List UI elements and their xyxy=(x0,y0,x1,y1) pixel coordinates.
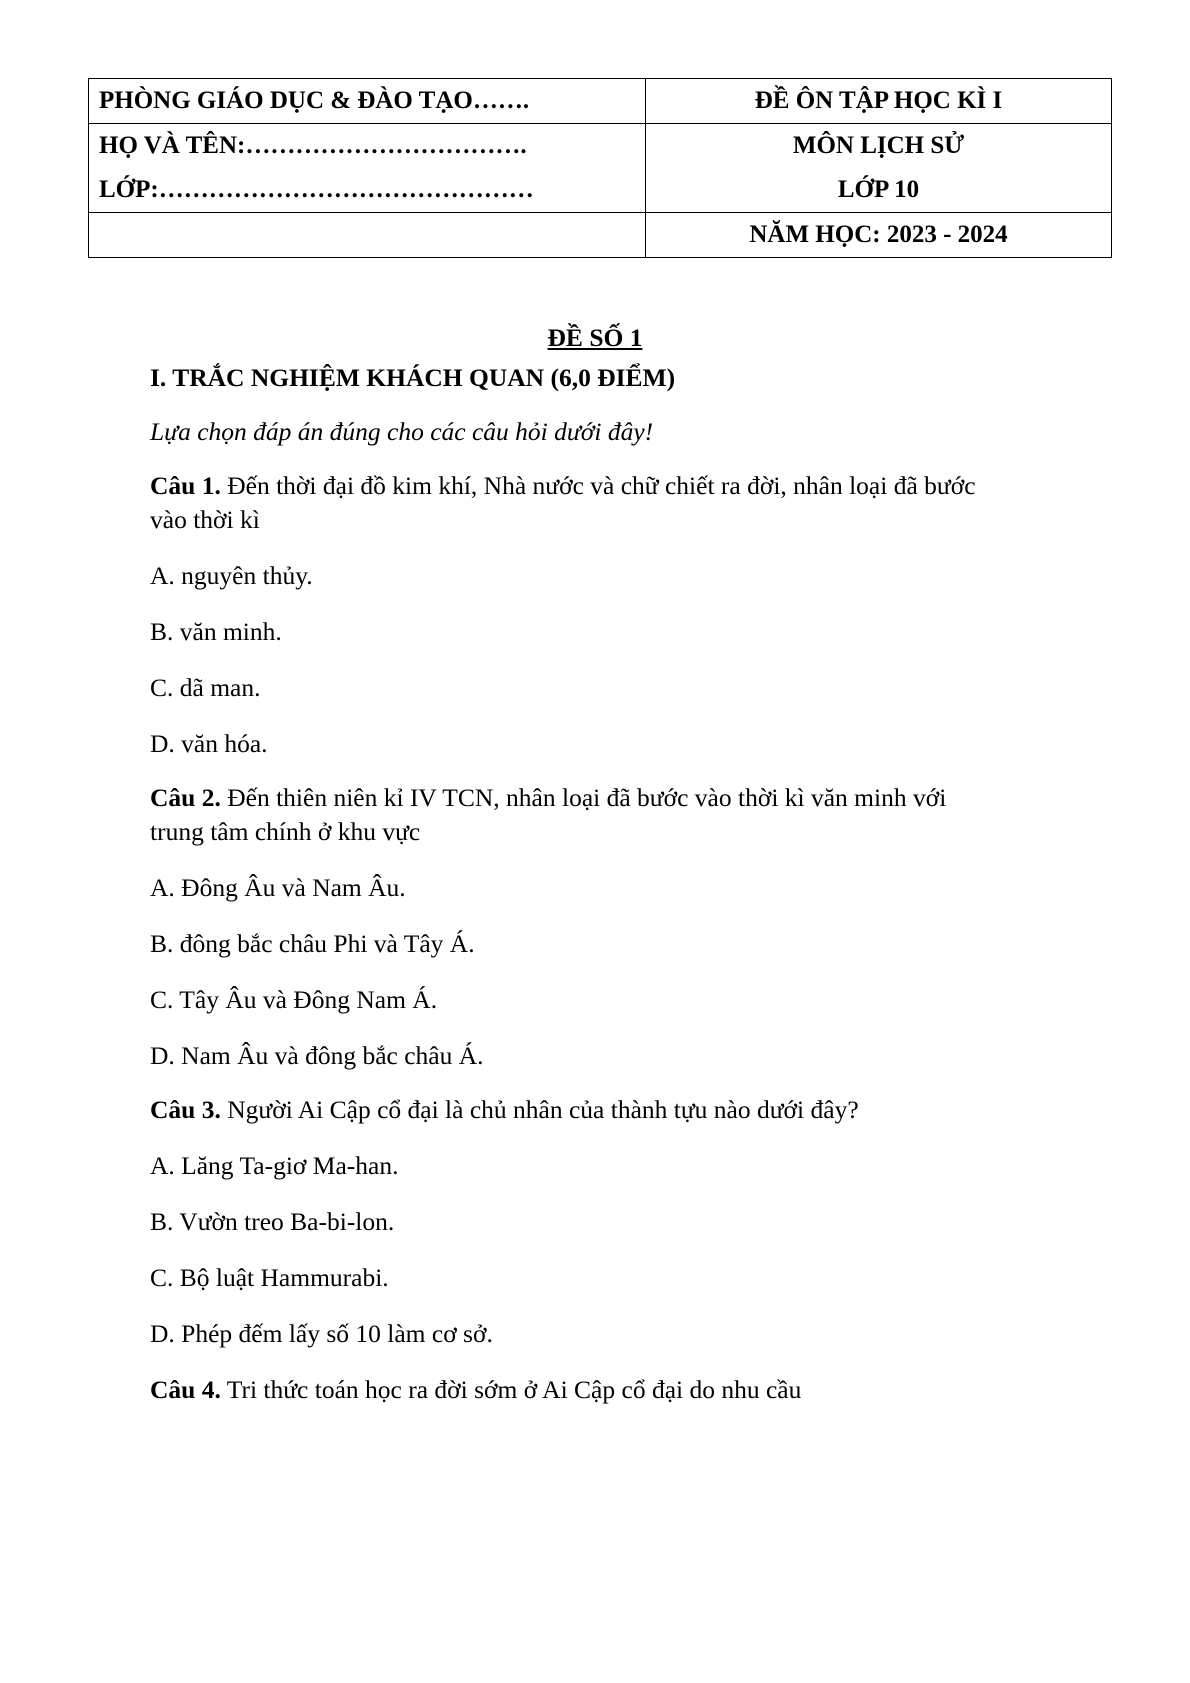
section-title: I. TRẮC NGHIỆM KHÁCH QUAN (6,0 ĐIỂM) xyxy=(150,363,676,392)
option: A. Đông Âu và Nam Âu. xyxy=(150,873,406,902)
grade-label: LỚP 10 xyxy=(837,176,920,203)
class-label: LỚP:……………………………………… xyxy=(99,176,534,203)
option: A. Lăng Ta-giơ Ma-han. xyxy=(150,1151,399,1180)
option: D. Phép đếm lấy số 10 làm cơ sở. xyxy=(150,1319,493,1348)
exam-title-cell: ĐỀ ÔN TẬP HỌC KÌ I xyxy=(646,79,1112,124)
school-year-cell: NĂM HỌC: 2023 - 2024 xyxy=(646,213,1112,258)
instruction: Lựa chọn đáp án đúng cho các câu hỏi dưới đây! xyxy=(150,417,654,446)
option: D. Nam Âu và đông bắc châu Á. xyxy=(150,1041,484,1070)
exam-header-table xyxy=(88,78,1112,258)
question-1 xyxy=(150,468,1070,504)
empty-cell xyxy=(89,213,646,258)
question-1-continued: vào thời kì xyxy=(150,505,260,534)
option: C. Tây Âu và Đông Nam Á. xyxy=(150,985,438,1014)
option: B. đông bắc châu Phi và Tây Á. xyxy=(150,929,475,958)
question-label: Câu 3. xyxy=(150,1095,221,1124)
question-label: Câu 4. xyxy=(150,1375,221,1404)
question-2 xyxy=(150,780,1070,816)
question-text: Người Ai Cập cổ đại là chủ nhân của thành tựu nào dưới đây? xyxy=(220,1095,859,1124)
question-text: Đến thiên niên kỉ IV TCN, nhân loại đã bước vào thời kì văn minh với xyxy=(220,783,947,812)
question-3 xyxy=(150,1092,1070,1128)
question-2-continued: trung tâm chính ở khu vực xyxy=(150,817,421,846)
option: C. Bộ luật Hammurabi. xyxy=(150,1263,389,1292)
option: D. văn hóa. xyxy=(150,729,268,758)
name-label: HỌ VÀ TÊN:……………………………. xyxy=(99,132,527,159)
subject-info-cell xyxy=(646,124,1112,213)
question-4 xyxy=(150,1372,1070,1408)
option: C. dã man. xyxy=(150,673,261,702)
question-text: Đến thời đại đồ kim khí, Nhà nước và chữ chiết ra đời, nhân loại đã bước xyxy=(220,471,976,500)
option: B. Vườn treo Ba-bi-lon. xyxy=(150,1207,395,1236)
subject-label: MÔN LỊCH SỬ xyxy=(792,132,965,159)
student-info-cell xyxy=(89,124,646,213)
department-cell: PHÒNG GIÁO DỤC & ĐÀO TẠO……. xyxy=(89,79,646,124)
question-text: Tri thức toán học ra đời sớm ở Ai Cập cổ đại do nhu cầu xyxy=(220,1375,802,1404)
option: A. nguyên thủy. xyxy=(150,561,313,590)
question-label: Câu 1. xyxy=(150,471,221,500)
option: B. văn minh. xyxy=(150,617,282,646)
exam-number: ĐỀ SỐ 1 xyxy=(547,323,643,352)
question-label: Câu 2. xyxy=(150,783,221,812)
